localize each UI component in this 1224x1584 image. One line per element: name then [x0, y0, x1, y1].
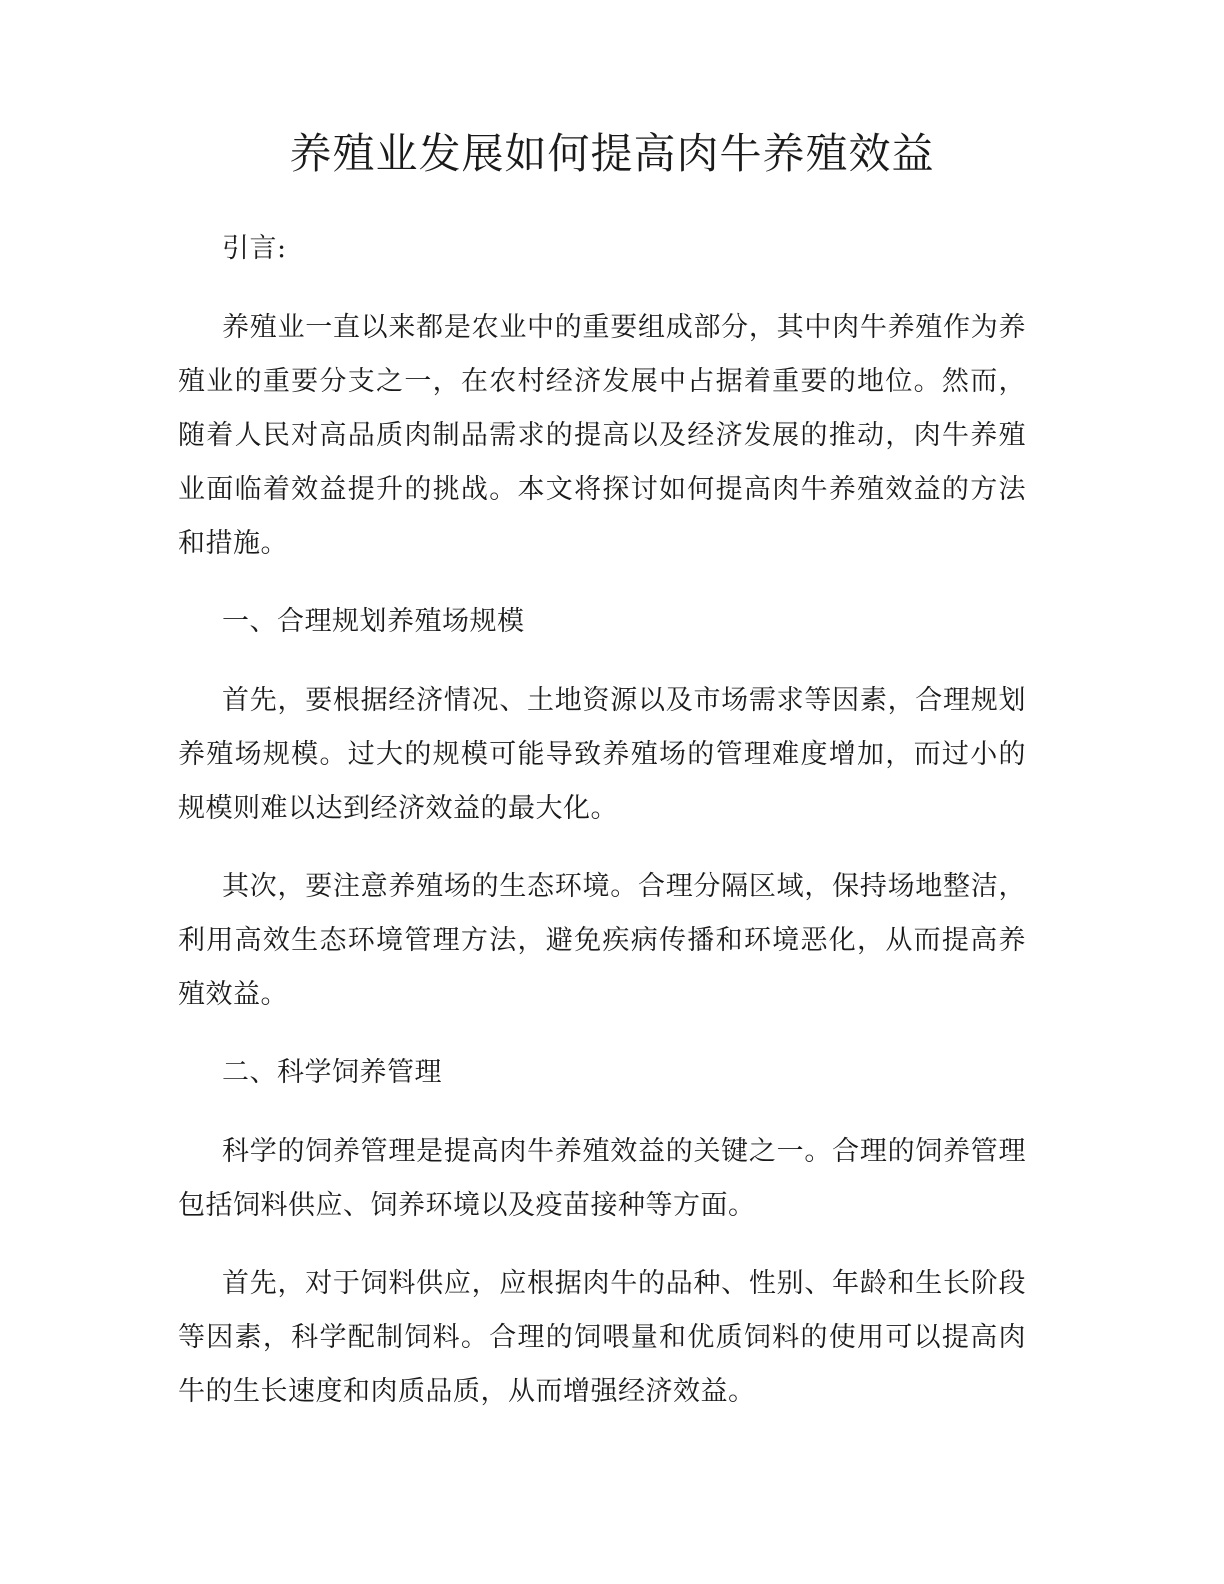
section-heading-1: 一、合理规划养殖场规模	[222, 606, 525, 637]
intro-heading: 引言:	[222, 233, 287, 264]
section-heading-2: 二、科学饲养管理	[222, 1057, 442, 1088]
intro-paragraph: 养殖业一直以来都是农业中的重要组成部分，其中肉牛养殖作为养殖业的重要分支之一，在农村经济发展中占据着重要的地位。然而，随着人民对高品质肉制品需求的提高以及经济发展的推动，肉牛养殖业面临着效益提升的挑战。本文将探讨如何提高肉牛养殖效益的方法和措施。	[178, 312, 1026, 559]
body-paragraph: 首先，对于饲料供应，应根据肉牛的品种、性别、年龄和生长阶段等因素，科学配制饲料。合理的饲喂量和优质饲料的使用可以提高肉牛的生长速度和肉质品质，从而增强经济效益。	[178, 1268, 1026, 1407]
document-title: 养殖业发展如何提高肉牛养殖效益	[289, 129, 935, 178]
body-paragraph: 其次，要注意养殖场的生态环境。合理分隔区域，保持场地整洁，利用高效生态环境管理方法，避免疾病传播和环境恶化，从而提高养殖效益。	[178, 871, 1026, 1010]
body-paragraph: 首先，要根据经济情况、土地资源以及市场需求等因素，合理规划养殖场规模。过大的规模可能导致养殖场的管理难度增加，而过小的规模则难以达到经济效益的最大化。	[178, 685, 1026, 824]
document-body	[178, 222, 1026, 1443]
body-paragraph: 科学的饲养管理是提高肉牛养殖效益的关键之一。合理的饲养管理包括饲料供应、饲养环境以及疫苗接种等方面。	[178, 1136, 1026, 1221]
